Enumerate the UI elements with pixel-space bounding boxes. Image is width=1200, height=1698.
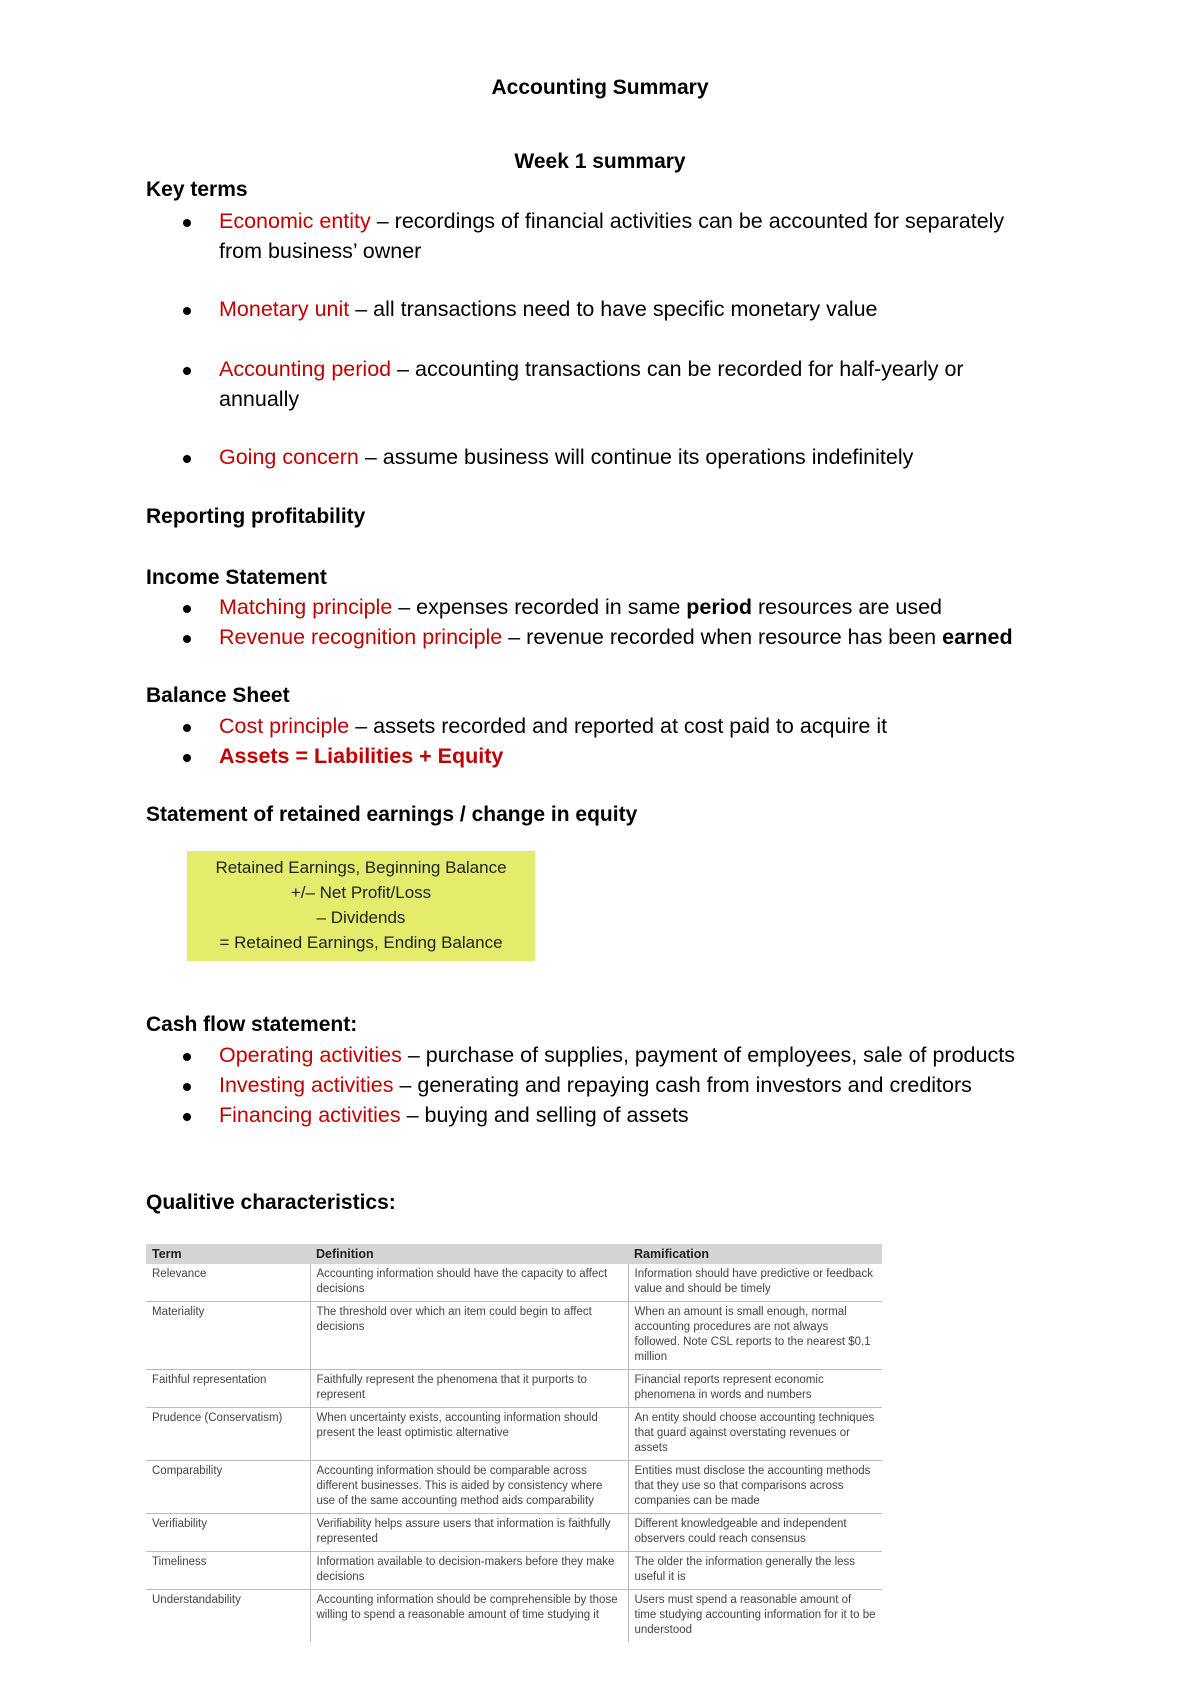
column-header-term: Term xyxy=(146,1244,310,1264)
term-label: Financing activities xyxy=(219,1103,401,1127)
table-row xyxy=(146,1408,882,1461)
term-label: Revenue recognition principle xyxy=(219,625,503,649)
income-statement-heading: Income Statement xyxy=(146,566,327,589)
bullet-icon xyxy=(183,455,191,463)
cell-definition: Verifiability helps assure users that information is faithfully represented xyxy=(310,1514,628,1552)
cell-term: Relevance xyxy=(146,1264,310,1302)
qualitative-characteristics-table xyxy=(146,1244,882,1642)
term-label: Monetary unit xyxy=(219,297,350,321)
table-header-row xyxy=(146,1244,882,1264)
document-page: Accounting Summary Week 1 summary Key terms Economic entity – recordings of financial activities can be accounted for separately from business’ owner Monetary unit – all transactions need to have specific monetary value Accounting period – accounting transactions can be recorded for half-yearly or annually Going concern – assume business will continue its operations indefinitely Reporting profitability Income Statement Matching principle – expenses recorded in same period resources are used Revenue recognition principle – revenue recorded when resource has been earned Balance Sheet Cost principle – assets recorded and reported at cost paid to acquire it Assets = Liabilities + Equity Statement of retained earnings / change in equity Retained Earnings, Beginning Balance +/– Net Profit/Loss – Dividends = Retained Earnings, Ending Balance Cash flow statement: Operating activities – purchase of supplies, payment of employees, sale of products Investing activities – generating and repaying cash from investors and creditors Financing activities – buying and selling of assets Qualitive characteristics: Term Definition Ramification Relevance Accounting information should have the capacity to affect decisions Information should have predictive or feedback value and should be timely Materiality The threshold over which an item could begin to affect decisions When an amount is small enough, normal accounting procedures are not always followed. Note CSL reports to the nearest $0.1 million Faithful representation Faithfully represent the phenomena that it purports to represent Financial reports represent economic phenomena in words and numbers Prudence (Conservatism) When uncertainty exists, accounting information should present the least optimistic alternative An entity should choose accounting techniques that guard against overstating revenues or assets Comparability Accounting information should be comparable across different businesses. This is aided by consistency where use of the same accounting method aids comparability Entities must disclose the accounting methods that they use so that comparisons across companies can be made Verifiability Verifiability helps assure users that information is faithfully represented Different knowledgeable and independent observers could reach consensus Timeliness Information available to decision-makers before they make decisions The older the information generally the less useful it is Understandability Accounting information should be comprehensible by those willing to spend a reasonable amount of time studying it Users must spend a reasonable amount of time studying accounting information for it to be understood xyxy=(0,0,1200,1698)
formula-line: = Retained Earnings, Ending Balance xyxy=(219,933,503,952)
cell-definition: Accounting information should be comprehensible by those willing to spend a reasonable amount of time studying it xyxy=(310,1590,628,1643)
cell-definition: Faithfully represent the phenomena that it purports to represent xyxy=(310,1370,628,1408)
cell-ramification: Financial reports represent economic phenomena in words and numbers xyxy=(628,1370,882,1408)
column-header-ramification: Ramification xyxy=(628,1244,882,1264)
term-label: Accounting period xyxy=(219,357,392,381)
retained-earnings-heading: Statement of retained earnings / change in equity xyxy=(146,803,638,826)
cell-term: Timeliness xyxy=(146,1552,310,1590)
cell-term: Faithful representation xyxy=(146,1370,310,1408)
formula-line: – Dividends xyxy=(316,908,406,927)
bullet-icon xyxy=(183,307,191,315)
term-description: – recordings of financial activities can be accounted for separately from business’ owner xyxy=(219,209,1005,263)
cell-ramification: Information should have predictive or feedback value and should be timely xyxy=(628,1264,882,1302)
term-description: – purchase of supplies, payment of employees, sale of products xyxy=(401,1043,1015,1067)
cell-term: Materiality xyxy=(146,1302,310,1370)
doc-subtitle: Week 1 summary xyxy=(514,150,686,173)
term-label: Economic entity xyxy=(219,209,371,233)
term-label: Operating activities xyxy=(219,1043,402,1067)
table-row xyxy=(146,1590,882,1643)
formula-line: Retained Earnings, Beginning Balance xyxy=(215,858,507,877)
bullet-icon xyxy=(183,367,191,375)
term-description: – assets recorded and reported at cost paid to acquire it xyxy=(349,714,888,738)
retained-earnings-formula-box xyxy=(187,851,535,961)
cell-ramification: Entities must disclose the accounting methods that they use so that comparisons across companies can be made xyxy=(628,1461,882,1514)
table-row xyxy=(146,1552,882,1590)
key-terms-heading: Key terms xyxy=(146,178,248,201)
cell-term: Verifiability xyxy=(146,1514,310,1552)
table-row xyxy=(146,1370,882,1408)
cell-ramification: The older the information generally the less useful it is xyxy=(628,1552,882,1590)
balance-sheet-heading: Balance Sheet xyxy=(146,684,290,707)
bullet-icon xyxy=(183,1053,191,1061)
term-label: Cost principle xyxy=(219,714,350,738)
cash-flow-heading: Cash flow statement: xyxy=(146,1013,358,1036)
table-row xyxy=(146,1514,882,1552)
term-description: – generating and repaying cash from investors and creditors xyxy=(393,1073,972,1097)
cell-term: Comparability xyxy=(146,1461,310,1514)
table-row xyxy=(146,1264,882,1302)
formula-line: +/– Net Profit/Loss xyxy=(290,883,432,902)
cell-ramification: When an amount is small enough, normal accounting procedures are not always followed. Note CSL reports to the nearest $0.1 million xyxy=(628,1302,882,1370)
cell-term: Prudence (Conservatism) xyxy=(146,1408,310,1461)
bullet-icon xyxy=(183,754,191,762)
cell-definition: The threshold over which an item could begin to affect decisions xyxy=(310,1302,628,1370)
cell-ramification: Users must spend a reasonable amount of time studying accounting information for it to be understood xyxy=(634,1594,876,1636)
cell-definition: Information available to decision-makers before they make decisions xyxy=(310,1552,628,1590)
bullet-icon xyxy=(183,219,191,227)
term-label: Going concern xyxy=(219,445,359,469)
term-description: – accounting transactions can be recorded for half-yearly or annually xyxy=(219,357,964,411)
bullet-icon xyxy=(183,1113,191,1121)
term-description: – all transactions need to have specific monetary value xyxy=(349,297,878,321)
column-header-definition: Definition xyxy=(310,1244,628,1264)
bullet-icon xyxy=(183,605,191,613)
term-label: Investing activities xyxy=(219,1073,394,1097)
doc-title: Accounting Summary xyxy=(491,76,709,99)
bullet-icon xyxy=(183,1083,191,1091)
accounting-equation: Assets = Liabilities + Equity xyxy=(219,744,504,768)
table-row xyxy=(146,1461,882,1514)
table-row xyxy=(146,1302,882,1370)
term-label: Matching principle xyxy=(219,595,393,619)
cell-term: Understandability xyxy=(152,1594,241,1606)
cell-definition: When uncertainty exists, accounting information should present the least optimistic alternative xyxy=(310,1408,628,1461)
qualitative-heading: Qualitive characteristics: xyxy=(146,1191,396,1214)
cell-ramification: Different knowledgeable and independent observers could reach consensus xyxy=(628,1514,882,1552)
reporting-heading: Reporting profitability xyxy=(146,505,366,528)
cell-ramification: An entity should choose accounting techniques that guard against overstating revenues or assets xyxy=(628,1408,882,1461)
cell-definition: Accounting information should be comparable across different businesses. This is aided by consistency where use of the same accounting method aids comparability xyxy=(310,1461,628,1514)
term-description: – buying and selling of assets xyxy=(400,1103,689,1127)
bullet-icon xyxy=(183,724,191,732)
bullet-icon xyxy=(183,635,191,643)
term-description: – assume business will continue its operations indefinitely xyxy=(358,445,914,469)
cell-definition: Accounting information should have the capacity to affect decisions xyxy=(310,1264,628,1302)
